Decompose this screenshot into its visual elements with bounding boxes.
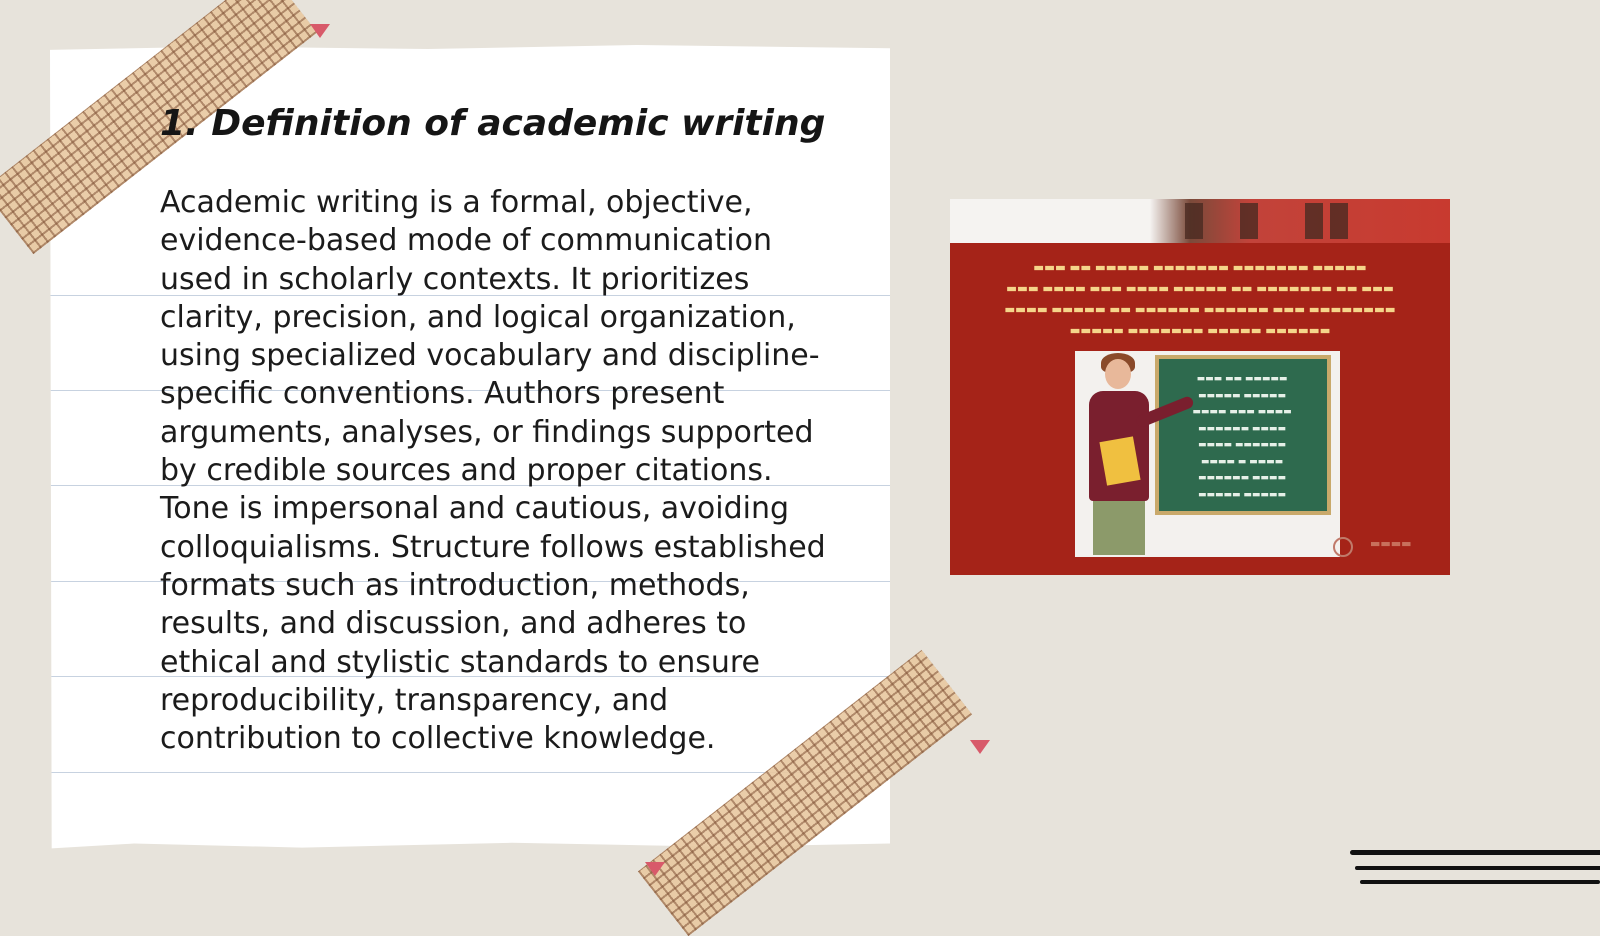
brush-stroke [1360, 880, 1600, 884]
illustration-image [950, 199, 1450, 575]
chalkboard [1155, 355, 1331, 515]
brush-stroke [1350, 850, 1600, 855]
photo-blurred-caption: ▬▬▬ ▬▬ ▬▬▬▬▬ ▬▬▬▬▬▬▬ ▬▬▬▬▬▬▬ ▬▬▬▬▬ ▬▬▬ ▬▬▬▬ ▬▬▬ ▬▬▬▬ ▬▬▬▬▬ ▬▬ ▬▬▬▬▬▬▬ ▬▬ ▬▬▬ ▬▬▬▬ ▬▬▬▬▬ ▬▬ ▬▬▬▬▬▬ ▬▬▬▬▬▬ ▬▬▬ ▬▬▬▬▬▬▬▬ ▬▬▬▬▬ ▬▬▬▬▬▬▬ ▬▬▬▬▬ ▬▬▬▬▬▬ [1004, 260, 1396, 337]
photo-detail [1185, 203, 1203, 239]
tape-pin-marker [645, 862, 665, 876]
teacher-illustration [1075, 351, 1340, 557]
photo-detail [1240, 203, 1258, 239]
watermark-brand: ▬▬▬▬ [1370, 537, 1412, 550]
watermark-icon [1333, 537, 1353, 557]
chalkboard-blurred-text: ▬▬▬ ▬▬ ▬▬▬▬▬ ▬▬▬▬▬ ▬▬▬▬▬ ▬▬▬▬ ▬▬▬ ▬▬▬▬ ▬▬▬▬▬▬ ▬▬▬▬ ▬▬▬▬ ▬▬▬▬▬▬ ▬▬▬▬ ▬ ▬▬▬▬ ▬▬▬▬▬▬ ▬▬▬▬ ▬▬▬▬▬ ▬▬▬▬▬ [1192, 374, 1292, 500]
teacher-figure [1093, 497, 1145, 555]
photo-detail [1330, 203, 1348, 239]
photo-header-strip [950, 199, 1450, 243]
slide-title: 1. Definition of academic writing [160, 103, 826, 144]
tape-pin-marker [310, 24, 330, 38]
book-icon [1099, 436, 1140, 485]
brush-stroke [1355, 866, 1600, 870]
photo-detail [1305, 203, 1323, 239]
teacher-head [1105, 359, 1131, 389]
slide-body-text: Academic writing is a formal, objective, evidence-based mode of communication used in scholarly contexts. It prioritizes clarity, precision, and logical organization, using specialized vocabulary and discipline-specific conventions. Authors present arguments, analyses, or findings supported by credible sources and proper citations. Tone is impersonal and cautious, avoiding colloquialisms. Structure follows established formats such as introduction, methods, results, and discussion, and adheres to ethical and stylistic standards to ensure reproducibility, transparency, and contribution to collective knowledge. [160, 185, 826, 757]
tape-pin-marker [970, 740, 990, 754]
